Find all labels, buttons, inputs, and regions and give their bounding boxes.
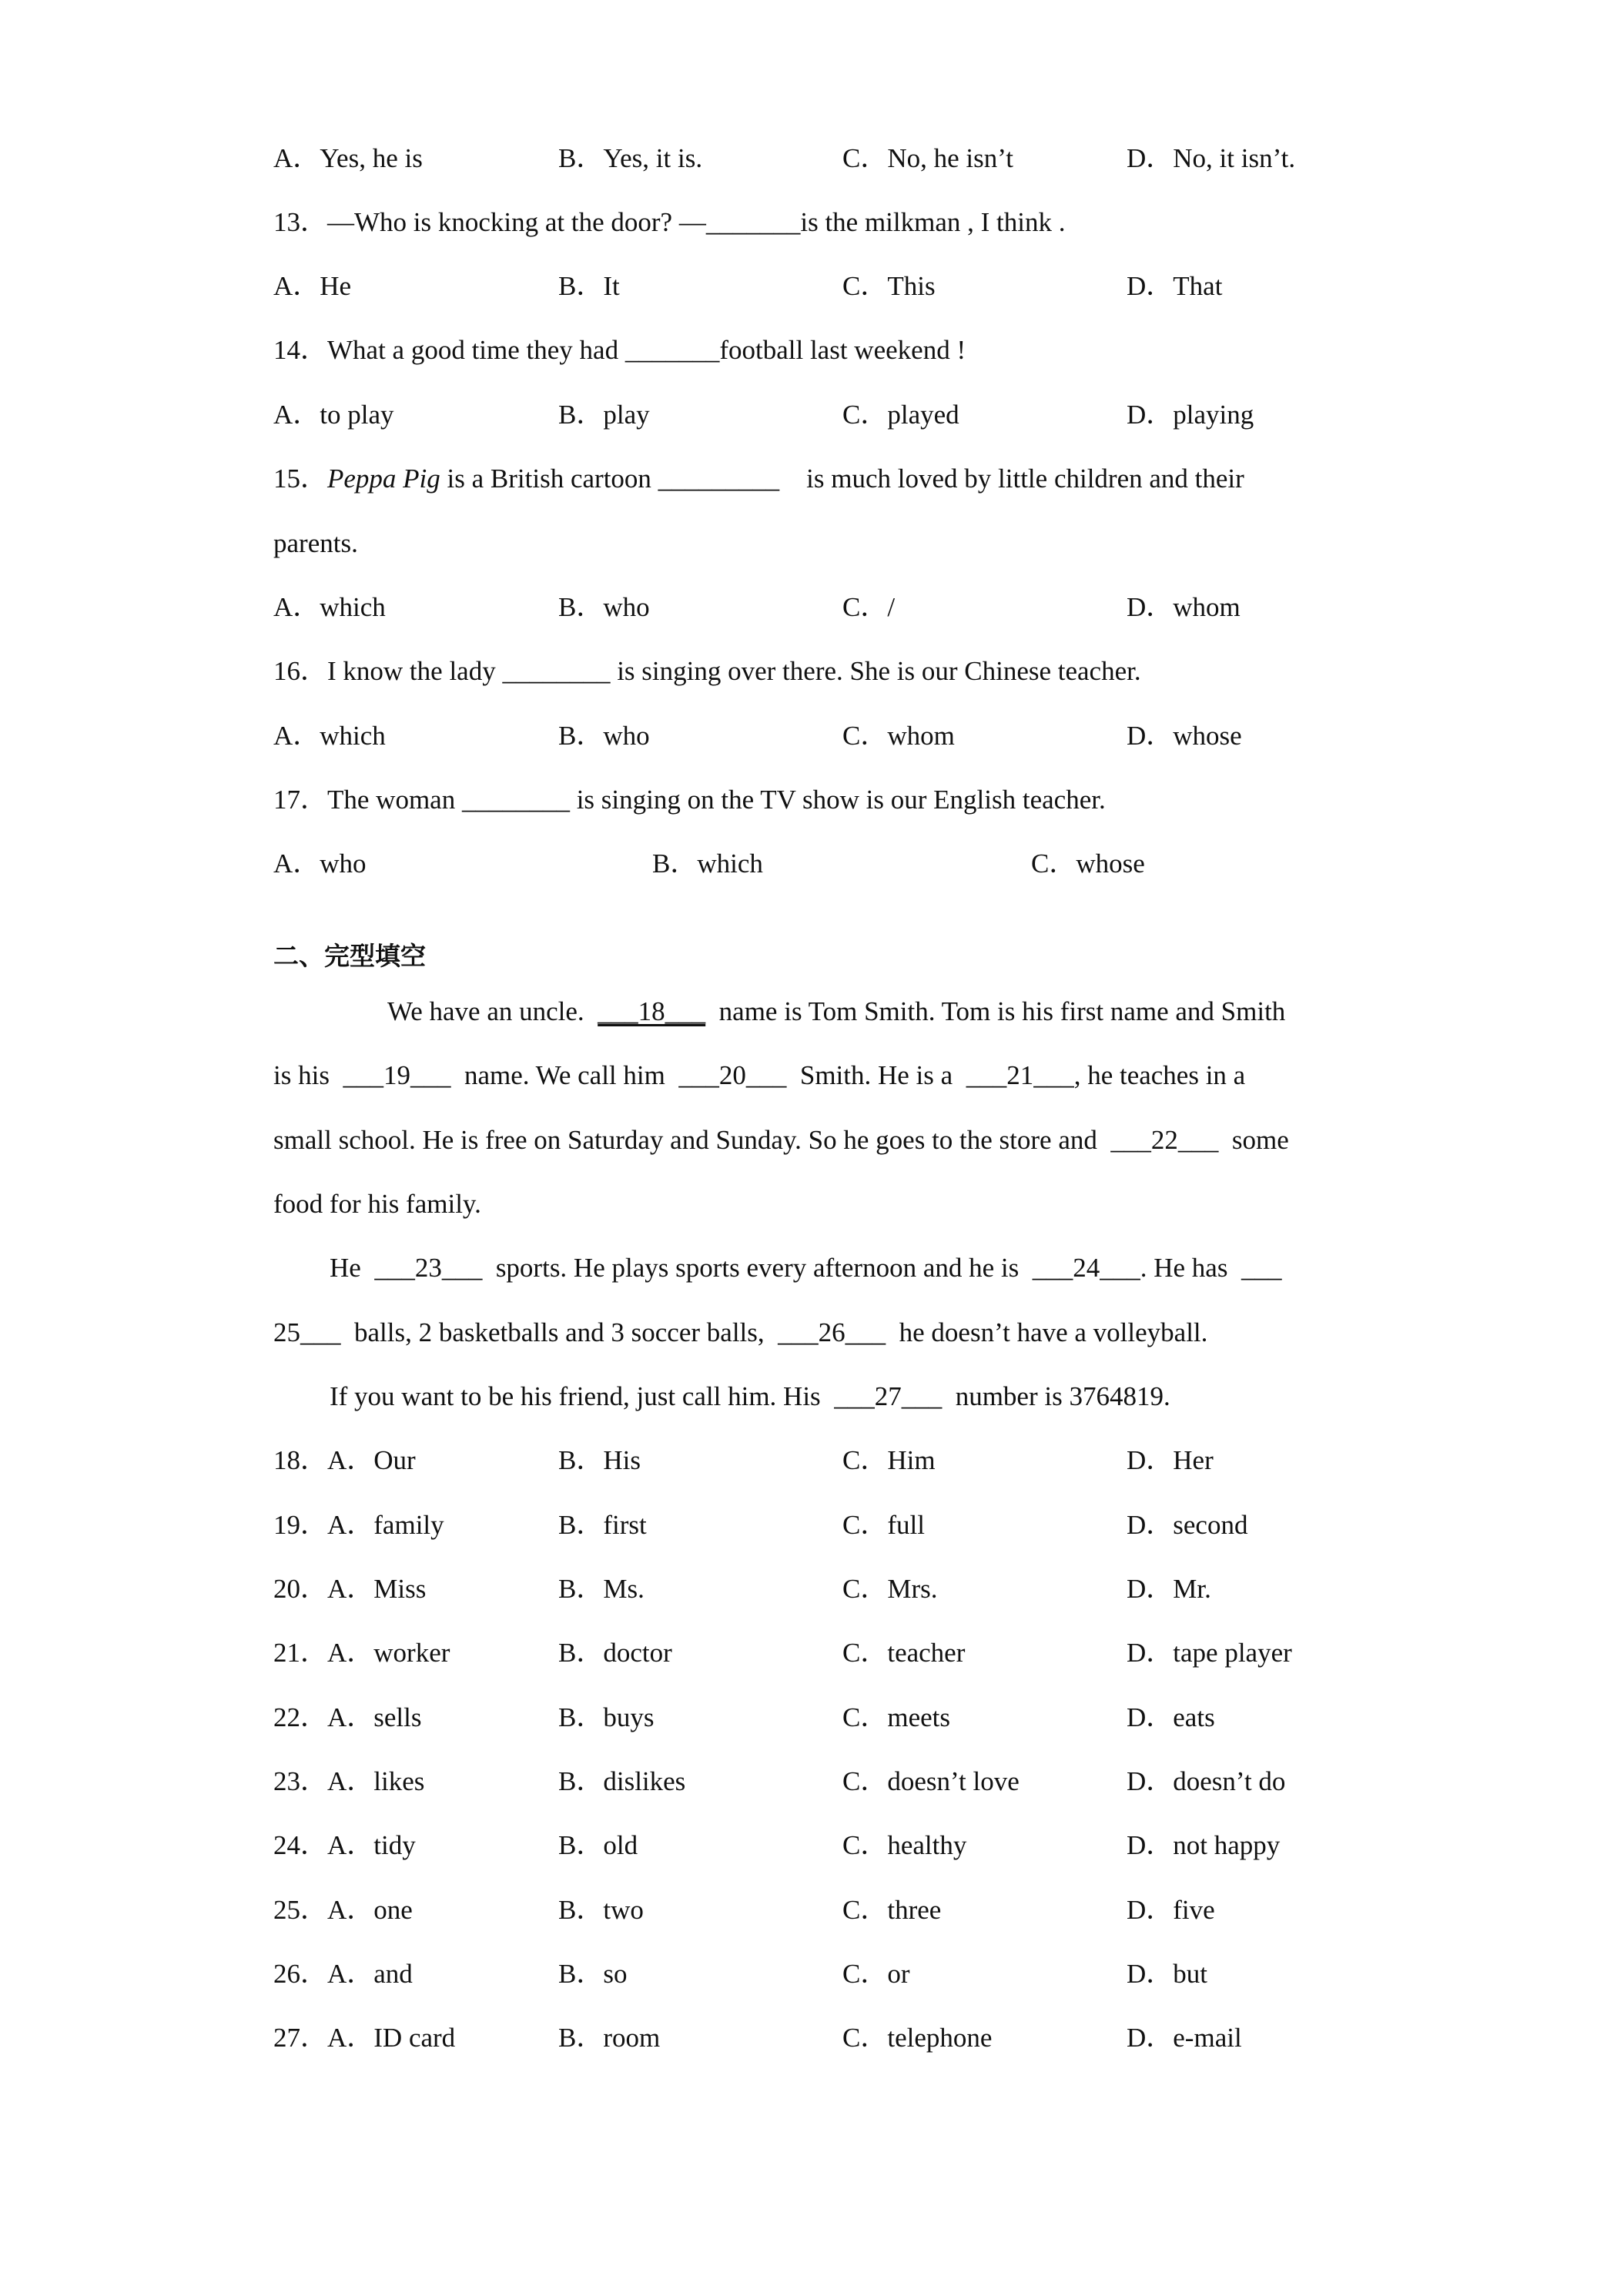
passage-line-3: small school. He is free on Saturday and Sunday. So he goes to the store and ___22___ some [273, 1125, 1289, 1155]
passage-line-5: He ___23___ sports. He plays sports every afternoon and he is ___24___. He has ___ [330, 1253, 1282, 1283]
q26-option-c: C．or [842, 1959, 910, 1989]
q16-option-d: D．whose [1127, 721, 1242, 751]
q16-stem: 16．I know the lady ________ is singing over there. She is our Chinese teacher. [273, 656, 1141, 686]
q26-option-b: B．so [558, 1959, 628, 1989]
q13-option-d: D．That [1127, 271, 1223, 301]
q19-option-b: B．first [558, 1510, 647, 1540]
passage-line-6: 25___ balls, 2 basketballs and 3 soccer balls, ___26___ he doesn’t have a volleyball. [273, 1317, 1208, 1347]
q25-option-b: B．two [558, 1895, 644, 1925]
q21-option-b: B．doctor [558, 1638, 672, 1668]
q25-option-a: 25．A．one [273, 1895, 413, 1925]
blank-27: ___27___ [834, 1381, 943, 1411]
q18-option-d: D．Her [1127, 1445, 1214, 1475]
q12-option-c: C．No, he isn’t [842, 143, 1013, 173]
q18-option-a: 18．A．Our [273, 1445, 416, 1475]
q22-option-a: 22．A．sells [273, 1702, 422, 1732]
q19-option-a: 19．A．family [273, 1510, 444, 1540]
q15-option-b: B．who [558, 592, 650, 622]
q15-option-a: A．which [273, 592, 386, 622]
q14-option-d: D．playing [1127, 400, 1254, 430]
q17-option-a: A．who [273, 848, 367, 879]
blank-25-part-1: ___ [1241, 1253, 1282, 1283]
q13-stem: 13．—Who is knocking at the door? —_______is the milkman , I think . [273, 207, 1066, 237]
q15-stem-continued: parents. [273, 528, 358, 558]
q27-option-a: 27．A．ID card [273, 2023, 456, 2053]
blank-24: ___24___ [1032, 1253, 1140, 1283]
q27-option-d: D．e-mail [1127, 2023, 1242, 2053]
passage-line-1: We have an uncle. ___18___ name is Tom Smith. Tom is his first name and Smith [387, 996, 1286, 1026]
q14-option-b: B．play [558, 400, 650, 430]
q15-option-c: C．/ [842, 592, 896, 622]
q16-option-a: A．which [273, 721, 386, 751]
q26-option-a: 26．A．and [273, 1959, 413, 1989]
q22-option-c: C．meets [842, 1702, 950, 1732]
q14-option-a: A．to play [273, 400, 394, 430]
q24-option-b: B．old [558, 1830, 638, 1860]
q12-option-b: B．Yes, it is. [558, 143, 703, 173]
q21-option-a: 21．A．worker [273, 1638, 450, 1668]
q27-option-b: B．room [558, 2023, 661, 2053]
q22-option-d: D．eats [1127, 1702, 1215, 1732]
q15-option-d: D．whom [1127, 592, 1241, 622]
q14-stem: 14．What a good time they had _______football last weekend ! [273, 335, 966, 365]
q16-option-b: B．who [558, 721, 650, 751]
q20-option-a: 20．A．Miss [273, 1574, 427, 1604]
blank-21: ___21___ [966, 1060, 1074, 1090]
q19-option-d: D．second [1127, 1510, 1248, 1540]
blank-26: ___26___ [778, 1317, 886, 1347]
q21-option-c: C．teacher [842, 1638, 966, 1668]
q18-option-b: B．His [558, 1445, 641, 1475]
q19-option-c: C．full [842, 1510, 925, 1540]
q18-option-c: C．Him [842, 1445, 936, 1475]
q22-option-b: B．buys [558, 1702, 655, 1732]
passage-line-2: is his ___19___ name. We call him ___20___ Smith. He is a ___21___, he teaches in a [273, 1060, 1246, 1090]
q23-option-c: C．doesn’t love [842, 1766, 1020, 1796]
q12-option-a: A．Yes, he is [273, 143, 423, 173]
blank-20: ___20___ [678, 1060, 787, 1090]
blank-19: ___19___ [343, 1060, 451, 1090]
q20-option-b: B．Ms. [558, 1574, 645, 1604]
q13-option-c: C．This [842, 271, 936, 301]
q24-option-a: 24．A．tidy [273, 1830, 416, 1860]
q15-stem: 15．Peppa Pig is a British cartoon _________ is much loved by little children and their [273, 464, 1244, 494]
q16-option-c: C．whom [842, 721, 955, 751]
blank-22: ___22___ [1110, 1125, 1219, 1155]
passage-line-4: food for his family. [273, 1189, 481, 1219]
section-title: 二、完型填空 [273, 941, 426, 971]
q23-option-b: B．dislikes [558, 1766, 686, 1796]
q27-option-c: C．telephone [842, 2023, 993, 2053]
q20-option-c: C．Mrs. [842, 1574, 938, 1604]
q21-option-d: D．tape player [1127, 1638, 1292, 1668]
q24-option-c: C．healthy [842, 1830, 967, 1860]
q24-option-d: D．not happy [1127, 1830, 1281, 1860]
q17-option-b: B．which [652, 848, 763, 879]
q12-option-d: D．No, it isn’t. [1127, 143, 1296, 173]
q14-option-c: C．played [842, 400, 959, 430]
q13-option-a: A．He [273, 271, 352, 301]
q25-option-c: C．three [842, 1895, 942, 1925]
blank-18: ___18___ [598, 996, 706, 1026]
q17-stem: 17．The woman ________ is singing on the TV show is our English teacher. [273, 785, 1106, 815]
q26-option-d: D．but [1127, 1959, 1208, 1989]
q23-option-d: D．doesn’t do [1127, 1766, 1286, 1796]
q17-option-c: C．whose [1031, 848, 1145, 879]
q25-option-d: D．five [1127, 1895, 1215, 1925]
q20-option-d: D．Mr. [1127, 1574, 1211, 1604]
q13-option-b: B．It [558, 271, 620, 301]
blank-25-part-2: 25___ [273, 1317, 341, 1347]
passage-line-7: If you want to be his friend, just call him. His ___27___ number is 3764819. [330, 1381, 1170, 1411]
q23-option-a: 23．A．likes [273, 1766, 425, 1796]
blank-23: ___23___ [374, 1253, 483, 1283]
